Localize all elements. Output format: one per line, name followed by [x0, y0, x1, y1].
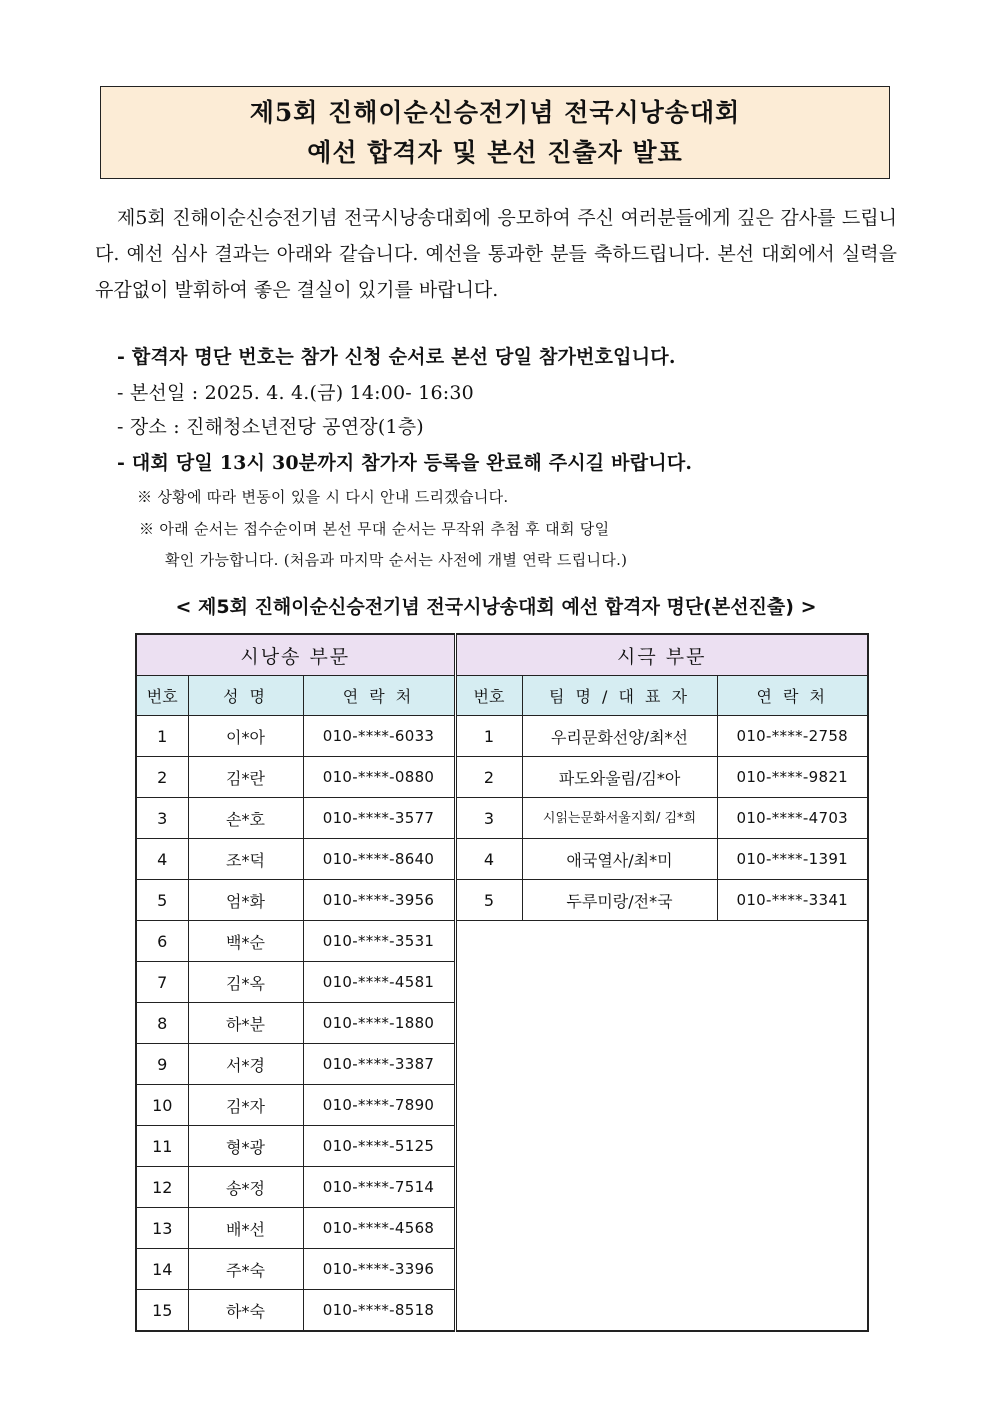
drama-no: 1 — [455, 716, 522, 757]
table-row — [136, 757, 868, 798]
drama-phone: 010-****-4703 — [717, 798, 868, 839]
recitation-phone: 010-****-8518 — [303, 1290, 455, 1332]
recitation-no: 12 — [136, 1167, 188, 1208]
col-header-name: 성 명 — [188, 676, 303, 716]
recitation-phone: 010-****-0880 — [303, 757, 455, 798]
table-row — [136, 921, 868, 962]
recitation-phone: 010-****-3956 — [303, 880, 455, 921]
list-caption: < 제5회 진해이순신승전기념 전국시낭송대회 예선 합격자 명단(본선진출) > — [175, 596, 817, 618]
drama-no: 4 — [455, 839, 522, 880]
recitation-no: 8 — [136, 1003, 188, 1044]
bullet-registration: - 대회 당일 13시 30분까지 참가자 등록을 완료해 주시길 바랍니다. — [117, 452, 693, 474]
recitation-name: 이*아 — [188, 716, 303, 757]
recitation-no: 3 — [136, 798, 188, 839]
recitation-no: 9 — [136, 1044, 188, 1085]
col-header-contact: 연 락 처 — [717, 676, 868, 716]
table-row — [136, 716, 868, 757]
finalist-table — [135, 633, 869, 1332]
intro-paragraph: 제5회 진해이순신승전기념 전국시낭송대회에 응모하여 주신 여러분들에게 깊은 감사를 드립니다. 예선 심사 결과는 아래와 같습니다. 예선을 통과한 분들 축하드립니다. 본선 대회에서 실력을 유감없이 발휘하여 좋은 결실이 있기를 바랍니다. — [95, 207, 897, 301]
recitation-phone: 010-****-4568 — [303, 1208, 455, 1249]
note-change-notice: ※ 상황에 따라 변동이 있을 시 다시 안내 드리겠습니다. — [137, 488, 509, 506]
recitation-no: 11 — [136, 1126, 188, 1167]
recitation-phone: 010-****-3577 — [303, 798, 455, 839]
col-header-team: 팀 명 / 대 표 자 — [522, 676, 717, 716]
recitation-no: 15 — [136, 1290, 188, 1332]
drama-phone: 010-****-9821 — [717, 757, 868, 798]
col-header-contact: 연 락 처 — [303, 676, 455, 716]
recitation-name: 엄*화 — [188, 880, 303, 921]
col-header-no: 번호 — [136, 676, 188, 716]
col-header-no: 번호 — [455, 676, 522, 716]
bullet-entry-number: - 합격자 명단 번호는 참가 신청 순서로 본선 당일 참가번호입니다. — [117, 346, 676, 368]
empty-area — [455, 921, 868, 1332]
recitation-name: 서*경 — [188, 1044, 303, 1085]
recitation-no: 14 — [136, 1249, 188, 1290]
recitation-name: 하*분 — [188, 1003, 303, 1044]
recitation-phone: 010-****-3387 — [303, 1044, 455, 1085]
recitation-no: 13 — [136, 1208, 188, 1249]
recitation-name: 김*자 — [188, 1085, 303, 1126]
section-header-drama: 시극 부문 — [455, 634, 868, 676]
recitation-phone: 010-****-8640 — [303, 839, 455, 880]
bullet-venue: - 장소 : 진해청소년전당 공연장(1층) — [117, 416, 424, 438]
note-order-line-1: ※ 아래 순서는 접수순이며 본선 무대 순서는 무작위 추첨 후 대회 당일 — [139, 520, 610, 538]
recitation-phone: 010-****-5125 — [303, 1126, 455, 1167]
section-header-recitation: 시낭송 부문 — [136, 634, 455, 676]
drama-no: 3 — [455, 798, 522, 839]
recitation-phone: 010-****-4581 — [303, 962, 455, 1003]
recitation-name: 하*숙 — [188, 1290, 303, 1332]
recitation-name: 김*란 — [188, 757, 303, 798]
table-row — [136, 839, 868, 880]
recitation-no: 6 — [136, 921, 188, 962]
recitation-phone: 010-****-7890 — [303, 1085, 455, 1126]
recitation-no: 2 — [136, 757, 188, 798]
drama-team: 파도와울림/김*아 — [522, 757, 717, 798]
recitation-phone: 010-****-7514 — [303, 1167, 455, 1208]
drama-team: 두루미랑/전*국 — [522, 880, 717, 921]
drama-no: 5 — [455, 880, 522, 921]
drama-team: 우리문화선양/최*선 — [522, 716, 717, 757]
title-line-1: 제5회 진해이순신승전기념 전국시낭송대회 — [249, 97, 741, 127]
recitation-phone: 010-****-3396 — [303, 1249, 455, 1290]
drama-team: 애국열사/최*미 — [522, 839, 717, 880]
recitation-name: 주*숙 — [188, 1249, 303, 1290]
recitation-name: 손*호 — [188, 798, 303, 839]
recitation-name: 백*순 — [188, 921, 303, 962]
table-row — [136, 798, 868, 839]
drama-phone: 010-****-3341 — [717, 880, 868, 921]
recitation-no: 10 — [136, 1085, 188, 1126]
drama-phone: 010-****-1391 — [717, 839, 868, 880]
bullet-final-date: - 본선일 : 2025. 4. 4.(금) 14:00- 16:30 — [117, 382, 474, 404]
recitation-name: 배*선 — [188, 1208, 303, 1249]
table-row — [136, 880, 868, 921]
recitation-name: 송*정 — [188, 1167, 303, 1208]
drama-phone: 010-****-2758 — [717, 716, 868, 757]
drama-no: 2 — [455, 757, 522, 798]
recitation-no: 4 — [136, 839, 188, 880]
drama-team: 시읽는문화서울지회/ 김*희 — [522, 798, 717, 839]
recitation-no: 1 — [136, 716, 188, 757]
recitation-phone: 010-****-3531 — [303, 921, 455, 962]
recitation-no: 5 — [136, 880, 188, 921]
recitation-no: 7 — [136, 962, 188, 1003]
note-order-line-2: 확인 가능합니다. (처음과 마지막 순서는 사전에 개별 연락 드립니다.) — [165, 551, 628, 569]
recitation-phone: 010-****-1880 — [303, 1003, 455, 1044]
recitation-name: 김*옥 — [188, 962, 303, 1003]
recitation-phone: 010-****-6033 — [303, 716, 455, 757]
title-box — [100, 86, 890, 179]
recitation-name: 형*광 — [188, 1126, 303, 1167]
title-line-2: 예선 합격자 및 본선 진출자 발표 — [307, 137, 683, 167]
recitation-name: 조*덕 — [188, 839, 303, 880]
